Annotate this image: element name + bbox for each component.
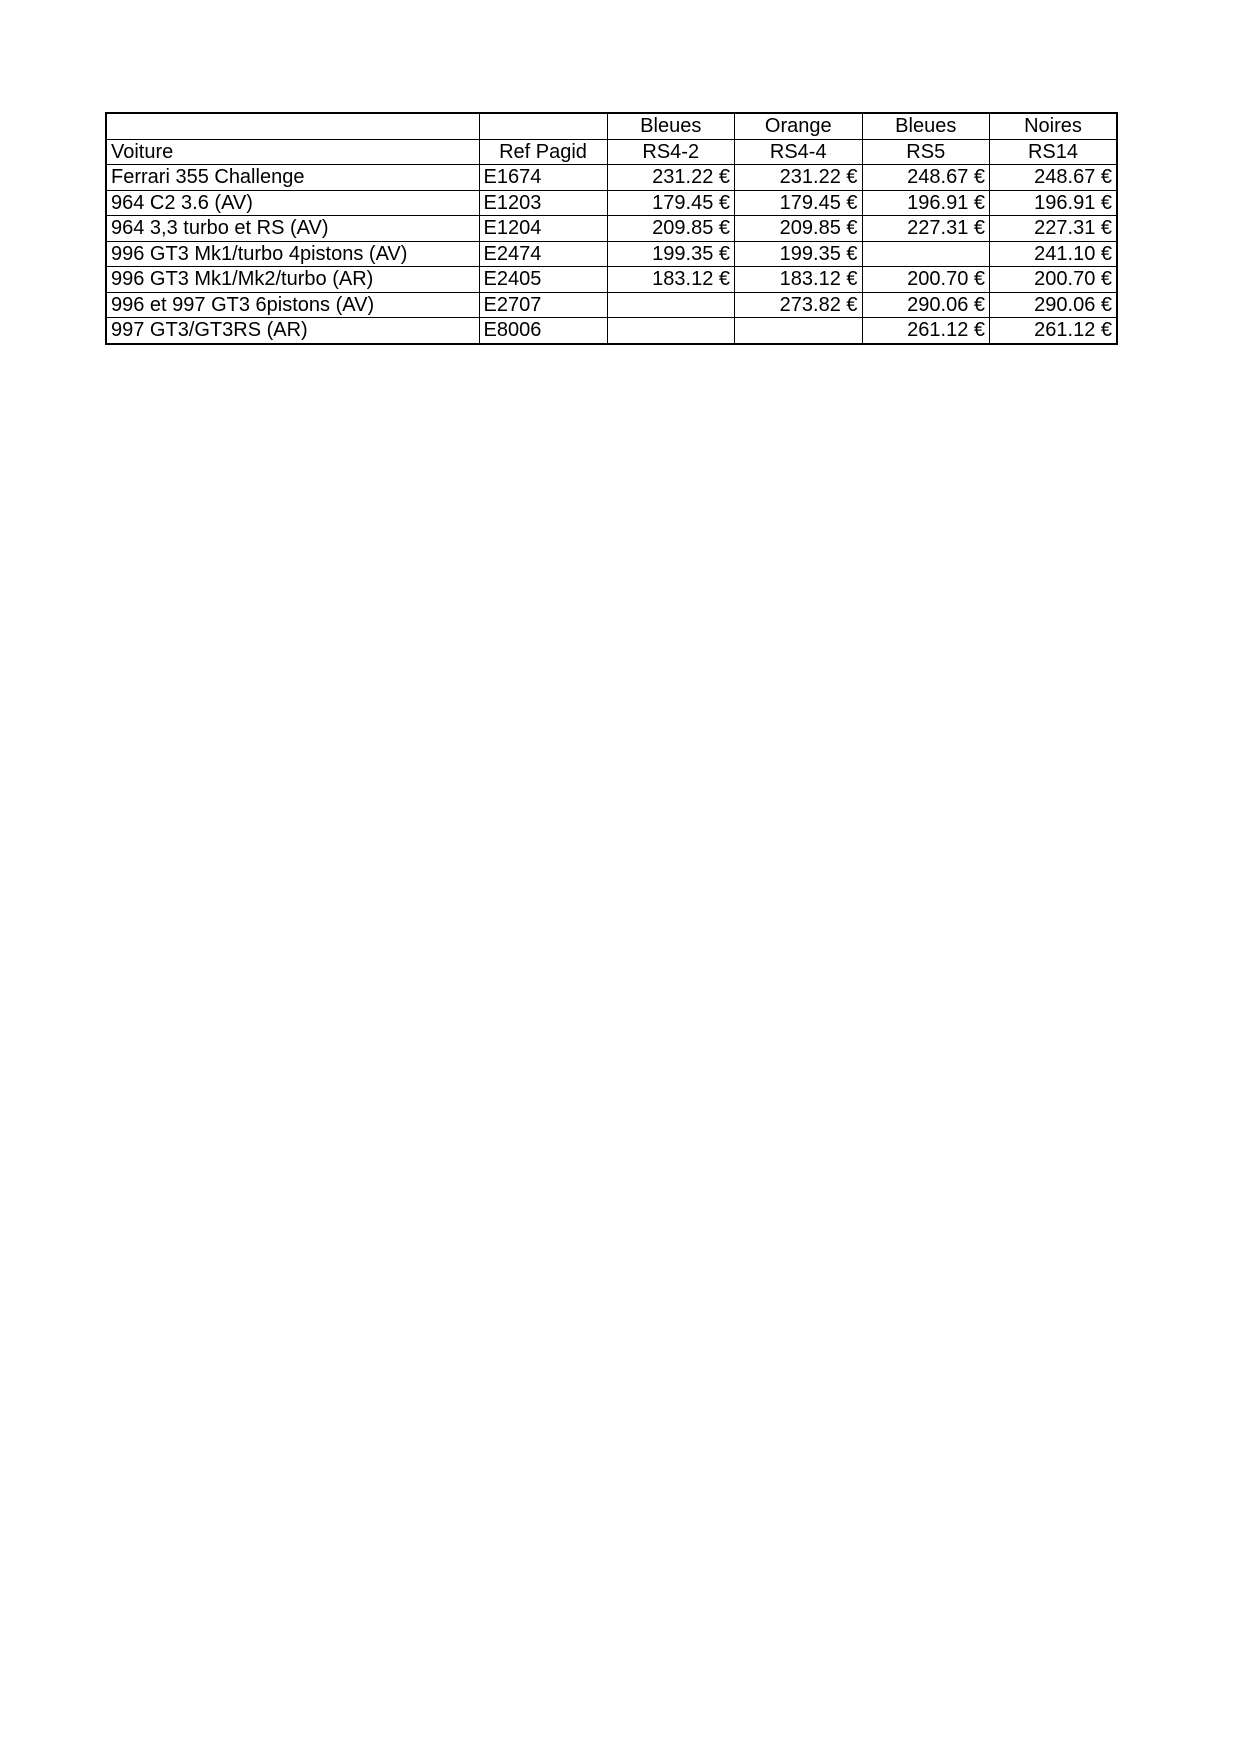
cell-voiture: 996 et 997 GT3 6pistons (AV) [106, 292, 479, 318]
cell-rs14: 248.67 € [990, 165, 1118, 191]
table-row [106, 241, 1117, 267]
cell-rs5: 261.12 € [862, 318, 990, 344]
cell-rs14: 196.91 € [990, 190, 1118, 216]
table-row [106, 190, 1117, 216]
cell-rs4-2: 209.85 € [607, 216, 735, 242]
table-row [106, 318, 1117, 344]
cell-voiture: 996 GT3 Mk1/Mk2/turbo (AR) [106, 267, 479, 293]
table-row [106, 267, 1117, 293]
header-voiture: Voiture [106, 139, 479, 165]
header-rs4-4: RS4-4 [735, 139, 863, 165]
cell-rs4-2 [607, 292, 735, 318]
cell-rs5: 196.91 € [862, 190, 990, 216]
header-rs4-2: RS4-2 [607, 139, 735, 165]
header-rs5: RS5 [862, 139, 990, 165]
cell-rs14: 241.10 € [990, 241, 1118, 267]
brake-pad-price-table [105, 112, 1118, 345]
cell-rs5 [862, 241, 990, 267]
header-color-rs4-4: Orange [735, 113, 863, 139]
cell-ref: E1674 [479, 165, 607, 191]
header-row-colors [106, 113, 1117, 139]
cell-voiture: Ferrari 355 Challenge [106, 165, 479, 191]
cell-rs5: 248.67 € [862, 165, 990, 191]
cell-voiture: 996 GT3 Mk1/turbo 4pistons (AV) [106, 241, 479, 267]
header-row-labels [106, 139, 1117, 165]
cell-rs4-4: 231.22 € [735, 165, 863, 191]
cell-voiture: 964 3,3 turbo et RS (AV) [106, 216, 479, 242]
table-row [106, 216, 1117, 242]
cell-voiture: 964 C2 3.6 (AV) [106, 190, 479, 216]
header-cell-empty [479, 113, 607, 139]
cell-rs4-2: 183.12 € [607, 267, 735, 293]
header-color-rs14: Noires [990, 113, 1118, 139]
header-rs14: RS14 [990, 139, 1118, 165]
cell-ref: E2405 [479, 267, 607, 293]
cell-rs4-4: 273.82 € [735, 292, 863, 318]
cell-rs5: 200.70 € [862, 267, 990, 293]
cell-ref: E1204 [479, 216, 607, 242]
cell-rs5: 290.06 € [862, 292, 990, 318]
cell-rs4-2: 179.45 € [607, 190, 735, 216]
cell-rs14: 261.12 € [990, 318, 1118, 344]
table-row [106, 165, 1117, 191]
cell-ref: E1203 [479, 190, 607, 216]
cell-rs14: 290.06 € [990, 292, 1118, 318]
header-cell-empty [106, 113, 479, 139]
header-ref-pagid: Ref Pagid [479, 139, 607, 165]
cell-rs4-4: 209.85 € [735, 216, 863, 242]
cell-rs5: 227.31 € [862, 216, 990, 242]
table-row [106, 292, 1117, 318]
cell-ref: E8006 [479, 318, 607, 344]
cell-rs14: 227.31 € [990, 216, 1118, 242]
cell-ref: E2707 [479, 292, 607, 318]
header-color-rs5: Bleues [862, 113, 990, 139]
cell-rs4-2: 199.35 € [607, 241, 735, 267]
cell-rs14: 200.70 € [990, 267, 1118, 293]
cell-rs4-4 [735, 318, 863, 344]
cell-rs4-2: 231.22 € [607, 165, 735, 191]
cell-rs4-2 [607, 318, 735, 344]
cell-rs4-4: 199.35 € [735, 241, 863, 267]
header-color-rs4-2: Bleues [607, 113, 735, 139]
cell-rs4-4: 183.12 € [735, 267, 863, 293]
cell-rs4-4: 179.45 € [735, 190, 863, 216]
cell-ref: E2474 [479, 241, 607, 267]
cell-voiture: 997 GT3/GT3RS (AR) [106, 318, 479, 344]
